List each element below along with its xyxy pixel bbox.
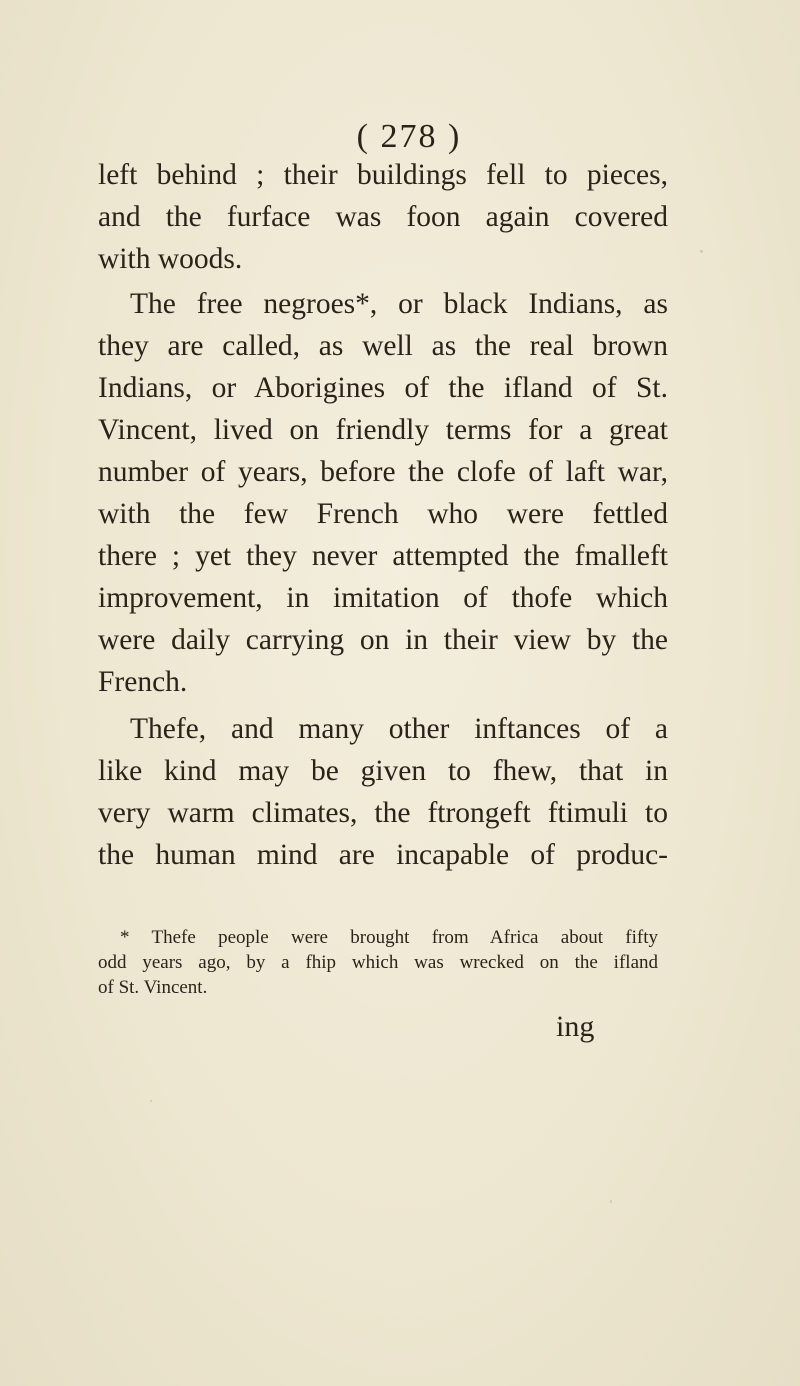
text-line: improvement, in imitation of thofe which — [98, 582, 668, 614]
text-line: The free negroes*, or black Indians, as — [130, 288, 668, 320]
text-line: Vincent, lived on friendly terms for a great — [98, 414, 668, 446]
catchword: ing — [556, 1010, 595, 1043]
paper-speck — [700, 250, 703, 253]
text-line: very warm climates, the ftrongeft ftimuli to — [98, 797, 668, 829]
text-line: were daily carrying on in their view by the — [98, 624, 668, 656]
text-line: with woods. — [98, 243, 243, 275]
page-number: ( 278 ) — [356, 118, 462, 155]
text-line: there ; yet they never attempted the fmalleft — [98, 540, 668, 572]
paragraph-2 — [98, 283, 668, 703]
text-line: and the furface was foon again covered — [98, 201, 668, 233]
text-line: like kind may be given to fhew, that in — [98, 755, 668, 787]
text-line: left behind ; their buildings fell to pieces, — [98, 159, 668, 191]
text-line: with the few French who were fettled — [98, 498, 668, 530]
text-line: they are called, as well as the real brown — [98, 330, 668, 362]
text-line: Indians, or Aborigines of the ifland of St. — [98, 372, 668, 404]
footnote — [98, 925, 658, 1000]
footnote-line: of St. Vincent. — [98, 977, 208, 998]
footnote-line: * Thefe people were brought from Africa about fifty — [120, 927, 658, 948]
footnote-line: odd years ago, by a fhip which was wrecked on the ifland — [98, 952, 658, 973]
paragraph-3 — [98, 708, 668, 876]
text-line: the human mind are incapable of produc- — [98, 839, 668, 871]
text-line: Thefe, and many other inftances of a — [130, 713, 668, 745]
text-line: number of years, before the clofe of laft war, — [98, 456, 668, 488]
text-line: French. — [98, 666, 188, 698]
paper-speck — [610, 1200, 612, 1203]
paragraph-1 — [98, 154, 668, 280]
paper-speck — [150, 1100, 152, 1102]
